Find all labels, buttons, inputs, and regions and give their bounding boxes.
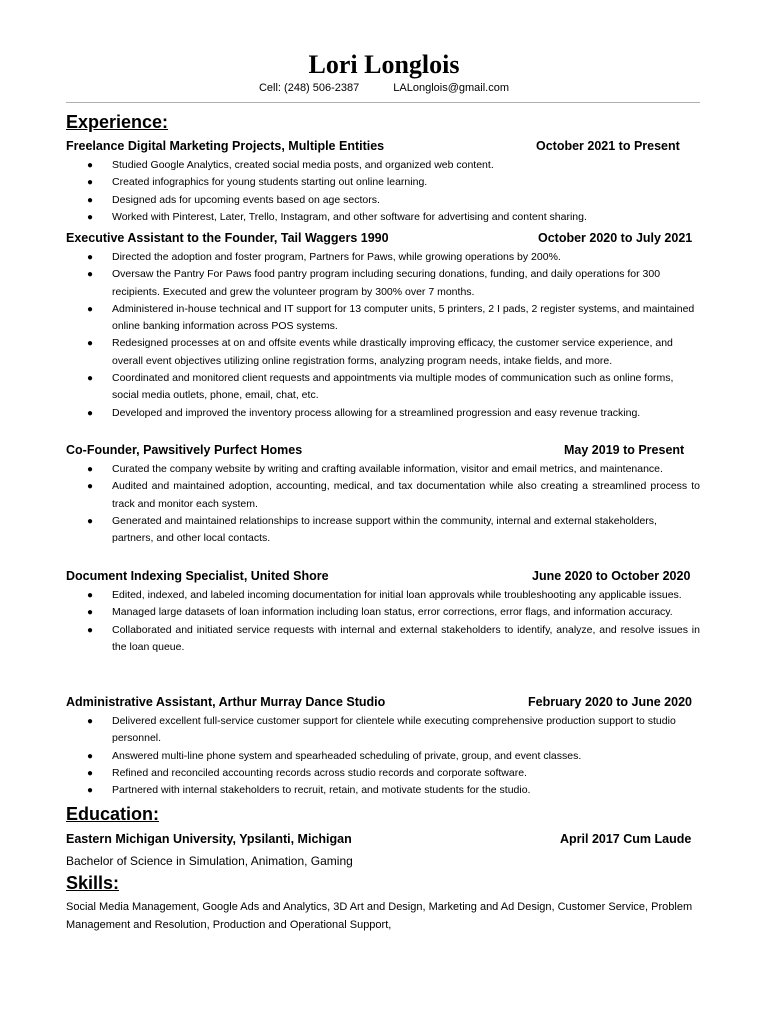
job-title: Co-Founder, Pawsitively Purfect Homes bbox=[66, 443, 303, 457]
bullet-item: ● Managed large datasets of loan information including loan status, error corrections, error flags, and information accuracy. bbox=[87, 606, 673, 619]
job-bullets bbox=[66, 461, 700, 547]
job-header bbox=[66, 443, 700, 459]
school-name: Eastern Michigan University, Ypsilanti, Michigan bbox=[66, 832, 352, 846]
job-dates: February 2020 to June 2020 bbox=[528, 695, 692, 709]
experience-heading: Experience: bbox=[66, 112, 169, 132]
email-address: LALonglois@gmail.com bbox=[393, 82, 510, 94]
degree: Bachelor of Science in Simulation, Animation, Gaming bbox=[66, 854, 353, 868]
job-title: Freelance Digital Marketing Projects, Multiple Entities bbox=[66, 139, 385, 153]
bullet-item: ● Answered multi-line phone system and spearheaded scheduling of private, group, and event classes. bbox=[87, 749, 582, 762]
bullet-item: ● Redesigned processes at on and offsite events while drastically improving efficacy, the customer service experience, and overall event objectives utilizing online registration forms, analyzing program needs, intake fields, and more. bbox=[87, 337, 673, 367]
job-title: Executive Assistant to the Founder, Tail Waggers 1990 bbox=[66, 231, 389, 245]
bullet-item: ● Edited, indexed, and labeled incoming documentation for initial loan approvals while troubleshooting any applicable issues. bbox=[87, 589, 682, 601]
job-title: Document Indexing Specialist, United Shore bbox=[66, 569, 329, 583]
education-header bbox=[66, 832, 700, 848]
bullet-item: ● Designed ads for upcoming events based on age sectors. bbox=[87, 193, 380, 206]
job-dates: May 2019 to Present bbox=[564, 443, 685, 457]
skills-text: Social Media Management, Google Ads and Analytics, 3D Art and Design, Marketing and Ad Design, Customer Service, Problem Management and Resolution, Production and Operational Support, bbox=[66, 901, 693, 931]
bullet-item: ● Audited and maintained adoption, accounting, medical, and tax documentation while also creating a streamlined process to track and monitor each system. bbox=[87, 480, 700, 510]
bullet-item: ● Partnered with internal stakeholders to recruit, retain, and motivate students for the studio. bbox=[87, 784, 531, 797]
job-dates: June 2020 to October 2020 bbox=[532, 569, 691, 583]
candidate-name: Lori Longlois bbox=[308, 50, 460, 79]
bullet-item: ● Delivered excellent full-service customer support for clientele while executing comprehensive production support to studio personnel. bbox=[87, 715, 676, 745]
job-title: Administrative Assistant, Arthur Murray Dance Studio bbox=[66, 695, 386, 709]
bullet-item: ● Oversaw the Pantry For Paws food pantry program including securing donations, funding, and daily operations for 300 recipients. Executed and grew the volunteer program by 300% over 7 months. bbox=[87, 268, 661, 298]
job-bullets bbox=[66, 157, 700, 226]
job-header bbox=[66, 569, 700, 585]
bullet-item: ● Worked with Pinterest, Later, Trello, Instagram, and other software for advertising and content sharing. bbox=[87, 210, 587, 223]
bullet-item: ● Collaborated and initiated service requests with internal and external stakeholders to identify, analyze, and resolve issues in the loan queue. bbox=[87, 623, 700, 653]
job-header bbox=[66, 695, 700, 711]
bullet-item: ● Curated the company website by writing and crafting available information, visitor and email metrics, and maintenance. bbox=[87, 463, 663, 475]
education-heading: Education: bbox=[66, 804, 159, 824]
job-bullets bbox=[66, 249, 700, 422]
bullet-item: ● Directed the adoption and foster program, Partners for Paws, while growing operations by 200%. bbox=[87, 251, 561, 263]
job-dates: October 2021 to Present bbox=[536, 139, 680, 153]
phone-number: Cell: (248) 506-2387 bbox=[258, 82, 360, 94]
bullet-item: ● Studied Google Analytics, created social media posts, and organized web content. bbox=[87, 159, 494, 171]
bullet-item: ● Created infographics for young students starting out online learning. bbox=[87, 176, 428, 189]
skills-heading: Skills: bbox=[66, 873, 120, 893]
job-bullets bbox=[66, 587, 700, 656]
bullet-item: ● Developed and improved the inventory process allowing for a streamlined progression and easy revenue tracking. bbox=[87, 406, 641, 419]
bullet-item: ● Generated and maintained relationships to increase support within the community, internal and external stakeholders, partners, and other local contacts. bbox=[87, 514, 657, 545]
job-bullets bbox=[66, 713, 700, 799]
job-header bbox=[66, 231, 700, 247]
graduation-date: April 2017 Cum Laude bbox=[560, 832, 692, 846]
bullet-item: ● Coordinated and monitored client requests and appointments via multiple modes of communication such as online forms, social media outlets, phone, email, chat, etc. bbox=[87, 372, 674, 402]
bullet-item: ● Administered in-house technical and IT support for 13 computer units, 5 printers, 2 I pads, 2 register systems, and maintained online banking information across POS systems. bbox=[87, 302, 695, 333]
bullet-item: ● Refined and reconciled accounting records across studio records and corporate software. bbox=[87, 766, 527, 779]
job-dates: October 2020 to July 2021 bbox=[538, 231, 693, 245]
header-divider bbox=[66, 102, 700, 103]
contact-line bbox=[0, 82, 768, 94]
job-header bbox=[66, 139, 700, 155]
